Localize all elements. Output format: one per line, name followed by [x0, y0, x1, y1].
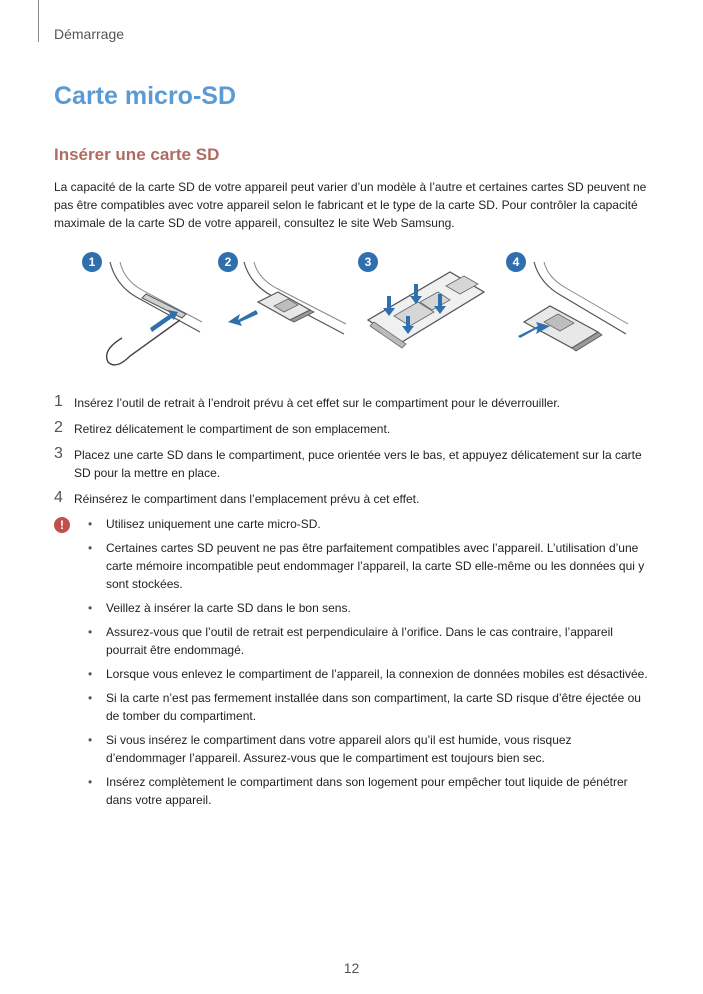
step-text: Insérez l’outil de retrait à l’endroit prévu à cet effet sur le compartiment pour le déverrouiller. — [74, 396, 561, 410]
caution-notes — [54, 515, 654, 815]
bullet-icon: • — [88, 601, 93, 615]
step-text: Réinsérez le compartiment dans l’emplacement prévu à cet effet. — [74, 492, 420, 506]
caution-text: Veillez à insérer la carte SD dans le bon sens. — [106, 601, 351, 615]
caution-item — [88, 773, 654, 809]
figure-3-number: 3 — [358, 252, 378, 272]
caution-text: Certaines cartes SD peuvent ne pas être parfaitement compatibles avec l’appareil. L’utilisation d’une carte mémoire incompatible peut endommager l’appareil, la carte SD elle-même ou les données qui y sont stockées. — [106, 541, 645, 591]
figure-4-number: 4 — [506, 252, 526, 272]
figure-1-number: 1 — [82, 252, 102, 272]
step-number: 1 — [54, 393, 63, 410]
tray-removal-icon — [214, 250, 354, 380]
header-rule — [38, 0, 39, 42]
figure-3 — [354, 250, 494, 380]
caution-text: Insérez complètement le compartiment dans son logement pour empêcher tout liquide de pénétrer dans votre appareil. — [106, 775, 628, 807]
page-title: Carte micro-SD — [54, 82, 236, 110]
step-1 — [54, 394, 654, 412]
caution-item — [88, 623, 654, 659]
bullet-icon: • — [88, 541, 93, 555]
figure-1 — [72, 250, 212, 380]
bullet-icon: • — [88, 517, 93, 531]
figure-2 — [214, 250, 354, 380]
caution-text: Utilisez uniquement une carte micro-SD. — [106, 517, 321, 531]
step-text: Placez une carte SD dans le compartiment, puce orientée vers le bas, et appuyez délicatement sur la carte SD pour la mettre en place. — [74, 448, 642, 480]
caution-item — [88, 689, 654, 725]
caution-text: Si la carte n’est pas fermement installée dans son compartiment, la carte SD risque d’être éjectée ou de tomber du compartiment. — [106, 691, 641, 723]
caution-item — [88, 665, 654, 683]
figure-2-number: 2 — [218, 252, 238, 272]
intro-paragraph: La capacité de la carte SD de votre appareil peut varier d’un modèle à l’autre et certaines cartes SD peuvent ne pas être compatibles avec votre appareil selon le fabricant et le type de la carte SD. Pour contrôler la capacité maximale de la carte SD de votre appareil, consultez le site Web Samsung. — [54, 180, 647, 230]
step-4 — [54, 490, 654, 508]
step-2 — [54, 420, 654, 438]
bullet-icon: • — [88, 775, 93, 789]
section-header: Démarrage — [54, 26, 125, 42]
card-placement-icon — [354, 250, 494, 380]
bullet-icon: • — [88, 691, 93, 705]
step-3 — [54, 446, 654, 482]
bullet-icon: • — [88, 733, 93, 747]
caution-item — [88, 731, 654, 767]
step-text: Retirez délicatement le compartiment de son emplacement. — [74, 422, 391, 436]
step-number: 3 — [54, 445, 63, 462]
illustration-strip — [54, 250, 654, 380]
caution-text: Lorsque vous enlevez le compartiment de l’appareil, la connexion de données mobiles est désactivée. — [106, 667, 648, 681]
step-number: 4 — [54, 489, 63, 506]
figure-4 — [494, 250, 634, 380]
steps-list — [54, 394, 654, 516]
caution-text: Si vous insérez le compartiment dans votre appareil alors qu’il est humide, vous risquez d’endommager l’appareil. Assurez-vous que le compartiment est toujours bien sec. — [106, 733, 572, 765]
caution-text: Assurez-vous que l’outil de retrait est perpendiculaire à l’orifice. Dans le cas contraire, l’appareil pourrait être endommagé. — [106, 625, 613, 657]
caution-item — [88, 599, 654, 617]
caution-item — [88, 515, 654, 533]
step-number: 2 — [54, 419, 63, 436]
caution-list — [54, 515, 654, 809]
section-subtitle: Insérer une carte SD — [54, 145, 220, 164]
caution-item — [88, 539, 654, 593]
bullet-icon: • — [88, 625, 93, 639]
caution-icon: ! — [54, 517, 70, 533]
page-number: 12 — [343, 960, 360, 976]
bullet-icon: • — [88, 667, 93, 681]
